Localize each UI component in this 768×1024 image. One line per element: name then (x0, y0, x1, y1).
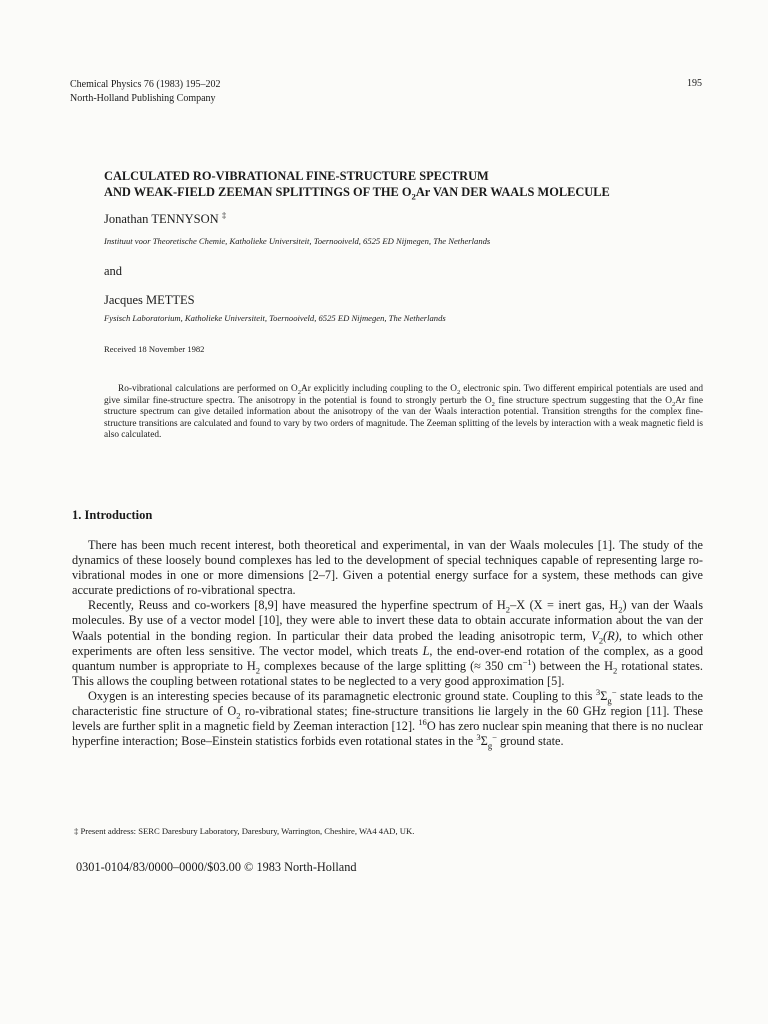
abstract: Ro-vibrational calculations are performed on $O_2Ar$ explicitly including coupling to the $O_2$ electronic spin. Two different empirical potentials are used and give similar fine-structure spectra. The anisotropy in the potential is found to strongly perturb the $O_2$ fine structure spectrum suggesting that the $O_2Ar$ fine structure spectrum can give detailed information about the anisotropy of the van der Waals interaction potential. Transition strengths for the complex fine-structure transitions are calculated and found to vary by two orders of magnitude. The Zeeman splitting of the levels by interaction with a weak magnetic field is also calculated. (104, 384, 704, 441)
journal-citation: Chemical Physics 76 (1983) 195–202 (70, 79, 221, 90)
footnote-mark: ‡ (74, 826, 79, 836)
page-number: 195 (687, 78, 702, 89)
journal-header (70, 78, 370, 106)
intro-paragraph-2: Recently, Reuss and co-workers [8,9] have measured the hyperfine spectrum of $H_2-X$ (X = inert gas, $H_2$) van der Waals molecules. By use of a vector model [10], they were able to invert these data to obtain accurate information about the van der Waals potential in the bonding region. In particular their data probed the leading anisotropic term, $V_2(R)$, to which other experiments are often less sensitive. The vector model, which treats L, the end-over-end rotation of the complex, as a good quantum number is appropriate to $H_2$ complexes because of the large splitting (≈ 350 $cm^{-1}$) between the $H_2$ rotational states. This allows the coupling between rotational states to be neglected to a very good approximation [5]. (72, 598, 704, 688)
author-1-name: Jonathan TENNYSON (104, 212, 219, 226)
author-1-affiliation: Instituut voor Theoretische Chemie, Katholieke Universiteit, Toernooiveld, 6525 ED Nijmegen, The Netherlands (104, 236, 491, 246)
author-1 (104, 209, 227, 227)
author-2-affiliation: Fysisch Laboratorium, Katholieke Universiteit, Toernooiveld, 6525 ED Nijmegen, The Netherlands (104, 313, 446, 323)
copyright-line: 0301-0104/83/0000–0000/$03.00 © 1983 North-Holland (76, 860, 357, 874)
author-2-name: Jacques METTES (104, 293, 195, 307)
author-2 (104, 293, 195, 308)
intro-paragraph-3: Oxygen is an interesting species because of its paramagnetic electronic ground state. Coupling to this $^3\Sigma_g^-$ state leads to the characteristic fine structure of $O_2$ ro-vibrational states; fine-structure transitions lie largely in the 60 GHz region [11]. These levels are further split in a magnetic field by Zeeman interaction [12]. $^{16}$O has zero nuclear spin meaning that there is no nuclear hyperfine interaction; Bose–Einstein statistics forbids even rotational states in the $^3\Sigma_g^-$ ground state. (72, 686, 704, 751)
publisher: North-Holland Publishing Company (70, 93, 216, 104)
title-line-1: CALCULATED RO-VIBRATIONAL FINE-STRUCTURE SPECTRUM (104, 169, 489, 183)
and-separator: and (104, 264, 123, 278)
section-heading: 1. Introduction (72, 508, 153, 522)
introduction-body (72, 538, 703, 749)
footnote (74, 826, 414, 836)
paper-title (104, 168, 724, 200)
intro-paragraph-1: There has been much recent interest, both theoretical and experimental, in van der Waals molecules [1]. The study of the dynamics of these loosely bound complexes has led to the development of special techniques capable of representing large ro-vibrational modes in one or more dimensions [2–7]. Given a potential energy surface for a system, these methods can give accurate predictions of ro-vibrational spectra. (72, 538, 703, 598)
footnote-marker: ‡ (221, 209, 227, 220)
received-date: Received 18 November 1982 (104, 344, 205, 354)
footnote-text: Present address: SERC Daresbury Laboratory, Daresbury, Warrington, Cheshire, WA4 4AD, UK. (80, 826, 415, 836)
title-line-2: AND WEAK-FIELD ZEEMAN SPLITTINGS OF THE $O_2Ar$ VAN DER WAALS MOLECULE (104, 185, 610, 202)
